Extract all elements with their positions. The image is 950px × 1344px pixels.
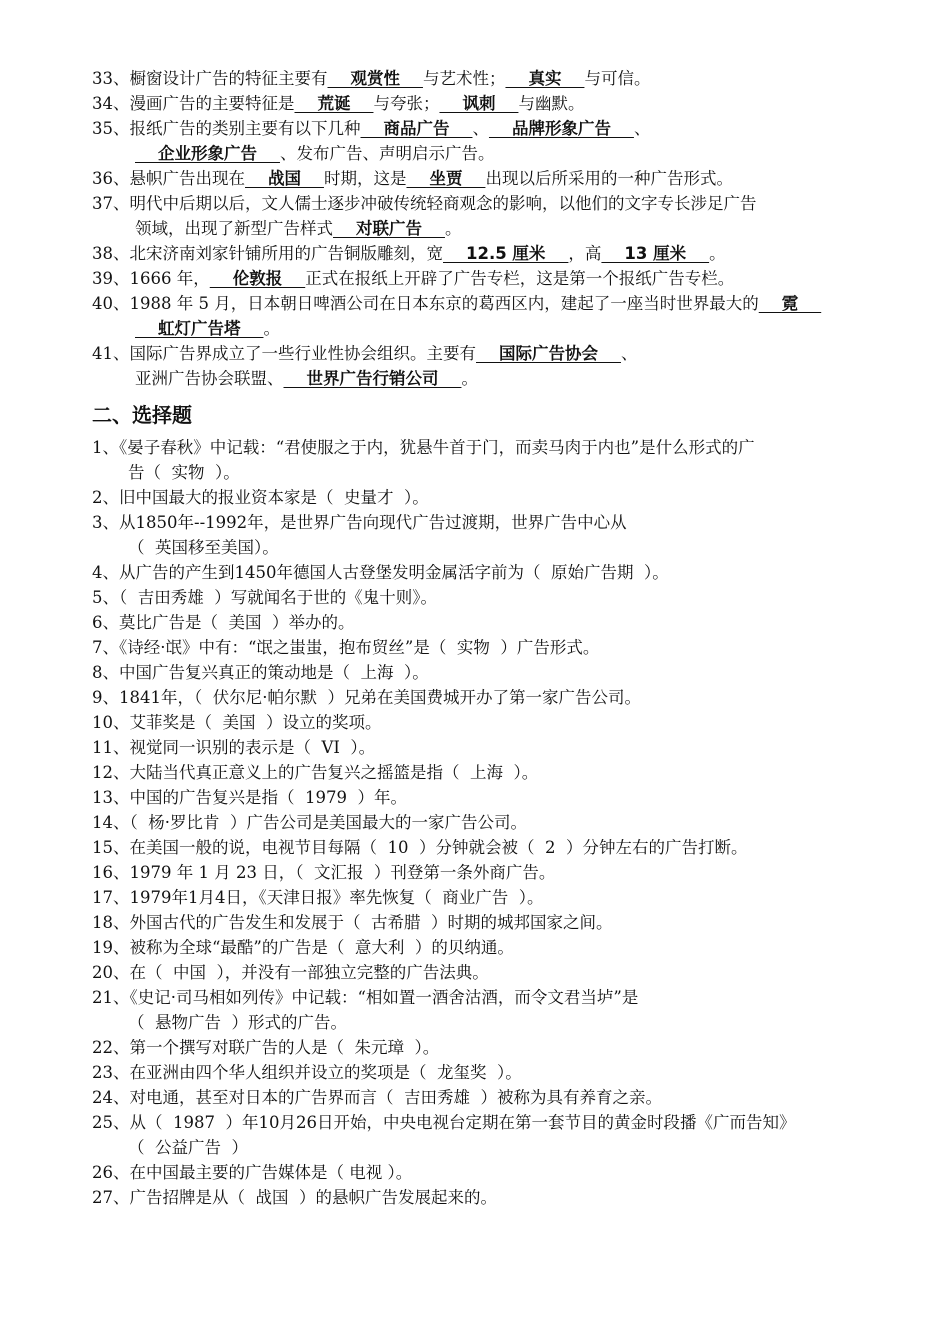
choice-item: 19、被称为全球“最酷”的广告是（ 意大利 ）的贝纳通。 xyxy=(92,938,514,957)
question-text: 。 xyxy=(709,244,726,263)
item-number: 39、 xyxy=(92,269,130,288)
answer-blank: 坐贾 xyxy=(406,169,486,188)
answer-blank: 伦敦报 xyxy=(209,269,306,288)
question-text: ，高 xyxy=(568,244,602,263)
fill-item xyxy=(135,143,494,165)
fill-item xyxy=(135,368,478,390)
choice-item: （ 悬物广告 ）形式的广告。 xyxy=(128,1013,347,1032)
answer-blank: 品牌形象广告 xyxy=(488,119,634,138)
choice-item: 26、在中国最主要的广告媒体是（ 电视 ）。 xyxy=(92,1163,413,1182)
question-text: 与夸张； xyxy=(373,94,440,113)
choice-item: 21、《史记·司马相如列传》中记载：“相如置一酒舍沽酒，而令文君当垆”是 xyxy=(92,988,639,1007)
choice-item: 24、对电通，甚至对日本的广告界而言（ 吉田秀雄 ）被称为具有养育之亲。 xyxy=(92,1088,662,1107)
choice-item: 17、1979年1月4日，《天津日报》率先恢复（ 商业广告 ）。 xyxy=(92,888,544,907)
item-number: 36、 xyxy=(92,169,130,188)
fill-item xyxy=(92,243,726,265)
question-text: 。 xyxy=(263,319,280,338)
choice-item: 25、从（ 1987 ）年10月26日开始，中央电视台定期在第一套节目的黄金时段播《广而告知》 xyxy=(92,1113,796,1132)
answer-blank: 13 厘米 xyxy=(601,244,710,263)
answer-blank: 霓 xyxy=(758,294,822,313)
question-text: 、 xyxy=(620,344,638,363)
choice-item: 7、《诗经·氓》中有：“氓之蚩蚩，抱布贸丝”是（ 实物 ）广告形式。 xyxy=(92,638,600,657)
choice-item: （ 公益广告 ） xyxy=(128,1138,248,1157)
choice-item: 3、从1850年--1992年，是世界广告向现代广告过渡期，世界广告中心从 xyxy=(92,513,627,532)
question-text: 与可信。 xyxy=(584,69,651,88)
answer-blank: 企业形象广告 xyxy=(135,144,280,163)
section-title: 二、选择题 xyxy=(92,403,192,427)
answer-blank: 对联广告 xyxy=(333,219,445,238)
choice-item: 11、视觉同一识别的表示是（ VI ）。 xyxy=(92,738,376,757)
question-text: 。 xyxy=(444,219,462,238)
choice-item: 16、1979 年 1 月 23 日，（ 文汇报 ）刊登第一条外商广告。 xyxy=(92,863,556,882)
answer-blank: 讽刺 xyxy=(439,94,519,113)
question-text: 。 xyxy=(461,369,478,388)
question-text: 国际广告界成立了一些行业性协会组织。主要有 xyxy=(129,344,476,363)
fill-item xyxy=(92,343,637,365)
choice-item: 9、1841年，（ 伏尔尼·帕尔默 ）兄弟在美国费城开办了第一家广告公司。 xyxy=(92,688,641,707)
question-text: 与艺术性； xyxy=(422,69,506,88)
fill-item xyxy=(92,293,821,315)
question-text: 报纸广告的类别主要有以下几种 xyxy=(129,119,361,138)
question-text: 1988 年 5 月，日本朝日啤酒公司在日本东京的葛西区内，建起了一座当时世界最大的 xyxy=(129,294,759,313)
choice-item: 27、广告招牌是从（ 战国 ）的悬帜广告发展起来的。 xyxy=(92,1188,497,1207)
fill-item xyxy=(92,68,650,90)
choice-item: 13、中国的广告复兴是指（ 1979 ）年。 xyxy=(92,788,407,807)
item-number: 40、 xyxy=(92,294,130,313)
choice-item: 10、艾菲奖是（ 美国 ）设立的奖项。 xyxy=(92,713,382,732)
question-text: 、发布广告、声明启示广告。 xyxy=(279,144,495,163)
answer-blank: 世界广告行销公司 xyxy=(283,369,462,388)
choice-item: 告（ 实物 ）。 xyxy=(128,463,240,482)
question-text: 与幽默。 xyxy=(518,94,585,113)
question-text: 出现以后所采用的一种广告形式。 xyxy=(485,169,733,188)
question-text: 时期，这是 xyxy=(323,169,407,188)
answer-blank: 观赏性 xyxy=(327,69,423,88)
fill-item xyxy=(135,318,280,340)
item-number: 34、 xyxy=(92,94,130,113)
fill-item xyxy=(92,168,733,190)
choice-item: 15、在美国一般的说，电视节目每隔（ 10 ）分钟就会被（ 2 ）分钟左右的广告打断。 xyxy=(92,838,748,857)
fill-item xyxy=(92,268,734,290)
fill-item xyxy=(92,118,650,140)
choice-item: 22、第一个撰写对联广告的人是（ 朱元璋 ）。 xyxy=(92,1038,440,1057)
question-text: 橱窗设计广告的特征主要有 xyxy=(129,69,328,88)
choice-item: （ 英国移至美国）。 xyxy=(128,538,279,557)
answer-blank: 虹灯广告塔 xyxy=(135,319,264,338)
fill-item xyxy=(135,218,461,240)
answer-blank: 真实 xyxy=(505,69,585,88)
fill-item xyxy=(92,93,584,115)
choice-item: 1、《晏子春秋》中记载：“君使服之于内，犹悬牛首于门，而卖马肉于内也”是什么形式的广 xyxy=(92,438,755,457)
choice-item: 20、在（ 中国 ），并没有一部独立完整的广告法典。 xyxy=(92,963,489,982)
choice-item: 2、旧中国最大的报业资本家是（ 史量才 ）。 xyxy=(92,488,429,507)
question-text: 、 xyxy=(472,119,489,138)
question-text: 正式在报纸上开辟了广告专栏，这是第一个报纸广告专栏。 xyxy=(305,269,735,288)
item-number: 41、 xyxy=(92,344,130,363)
choice-item: 4、从广告的产生到1450年德国人古登堡发明金属活字前为（ 原始广告期 ）。 xyxy=(92,563,669,582)
item-number: 35、 xyxy=(92,119,130,138)
question-text: 漫画广告的主要特征是 xyxy=(129,94,295,113)
choice-item: 8、中国广告复兴真正的策动地是（ 上海 ）。 xyxy=(92,663,429,682)
question-text: 领域，出现了新型广告样式 xyxy=(135,219,333,238)
answer-blank: 商品广告 xyxy=(360,119,473,138)
choice-item: 14、（ 杨·罗比肯 ）广告公司是美国最大的一家广告公司。 xyxy=(92,813,527,832)
question-text: 悬帜广告出现在 xyxy=(129,169,245,188)
choice-item: 23、在亚洲由四个华人组织并设立的奖项是（ 龙玺奖 ）。 xyxy=(92,1063,522,1082)
question-text: 北宋济南刘家针铺所用的广告铜版雕刻，宽 xyxy=(129,244,443,263)
answer-blank: 荒诞 xyxy=(294,94,374,113)
answer-blank: 战国 xyxy=(245,169,324,188)
choice-item: 6、莫比广告是（ 美国 ）举办的。 xyxy=(92,613,355,632)
question-text: 明代中后期以后，文人儒士逐步冲破传统轻商观念的影响，以他们的文字专长涉足广告 xyxy=(129,194,757,213)
choice-item: 18、外国古代的广告发生和发展于（ 古希腊 ）时期的城邦国家之间。 xyxy=(92,913,613,932)
answer-blank: 国际广告协会 xyxy=(476,344,621,363)
question-text: 亚洲广告协会联盟、 xyxy=(135,369,284,388)
choice-item: 5、（ 吉田秀雄 ）写就闻名于世的《鬼十则》。 xyxy=(92,588,437,607)
question-text: 、 xyxy=(633,119,651,138)
question-text: 1666 年， xyxy=(129,269,210,288)
item-number: 33、 xyxy=(92,69,130,88)
item-number: 38、 xyxy=(92,244,130,263)
choice-item: 12、大陆当代真正意义上的广告复兴之摇篮是指（ 上海 ）。 xyxy=(92,763,539,782)
answer-blank: 12.5 厘米 xyxy=(443,244,569,263)
item-number: 37、 xyxy=(92,194,130,213)
fill-item xyxy=(92,193,757,215)
